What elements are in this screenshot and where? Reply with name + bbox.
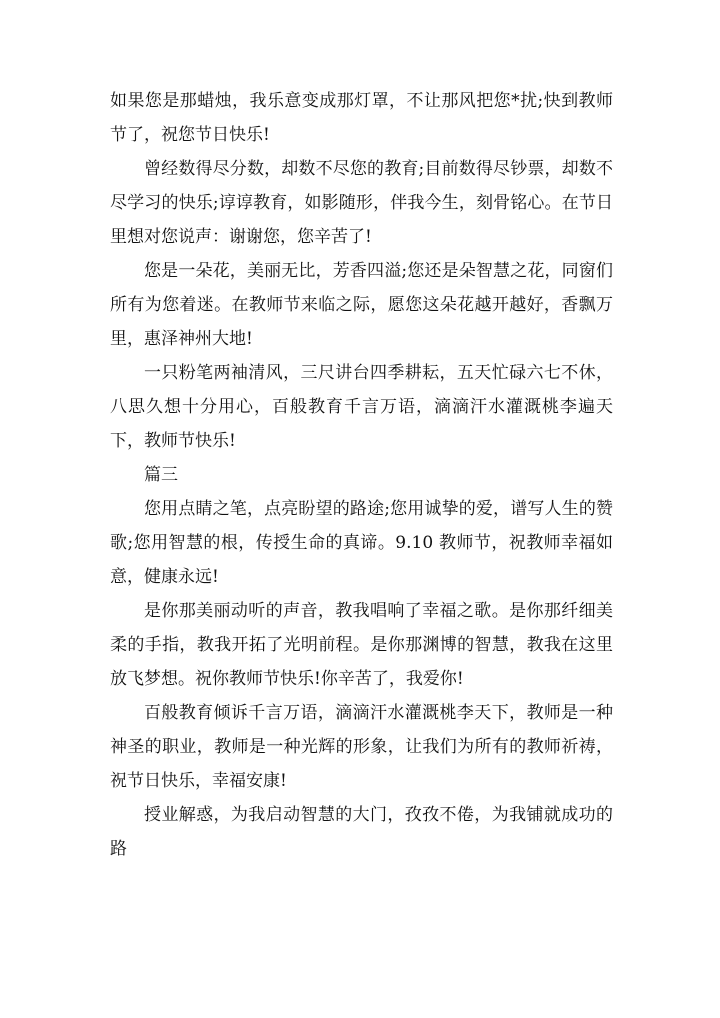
section-heading: 篇三 — [144, 465, 178, 485]
paragraph-3: 您是一朵花，美丽无比，芳香四溢;您还是朵智慧之花，同窗们所有为您着迷。在教师节来临之际，愿您这朵花越开越好，香飘万里，惠泽神州大地! — [110, 261, 613, 349]
paragraph-2: 曾经数得尽分数，却数不尽您的教育;目前数得尽钞票，却数不尽学习的快乐;谆谆教育，如影随形，伴我今生，刻骨铭心。在节日里想对您说声：谢谢您，您辛苦了! — [110, 159, 613, 247]
paragraph-1: 如果您是那蜡烛，我乐意变成那灯罩，不让那风把您*扰;快到教师节了，祝您节日快乐! — [110, 91, 613, 145]
document-body — [110, 84, 613, 866]
paragraph-8: 授业解惑，为我启动智慧的大门，孜孜不倦，为我铺就成功的路 — [110, 805, 613, 859]
paragraph-6: 是你那美丽动听的声音，教我唱响了幸福之歌。是你那纤细美柔的手指，教我开拓了光明前程。是你那渊博的智慧，教我在这里放飞梦想。祝你教师节快乐!你辛苦了，我爱你! — [110, 601, 613, 689]
paragraph-7: 百般教育倾诉千言万语，滴滴汗水灌溉桃李天下，教师是一种神圣的职业，教师是一种光辉的形象，让我们为所有的教师祈祷，祝节日快乐，幸福安康! — [110, 703, 613, 791]
paragraph-5: 您用点睛之笔，点亮盼望的路途;您用诚挚的爱，谱写人生的赞歌;您用智慧的根，传授生命的真谛。9.10 教师节，祝教师幸福如意，健康永远! — [110, 499, 613, 587]
paragraph-4: 一只粉笔两袖清风，三尺讲台四季耕耘，五天忙碌六七不休，八思久想十分用心，百般教育千言万语，滴滴汗水灌溉桃李遍天下，教师节快乐! — [110, 363, 613, 451]
